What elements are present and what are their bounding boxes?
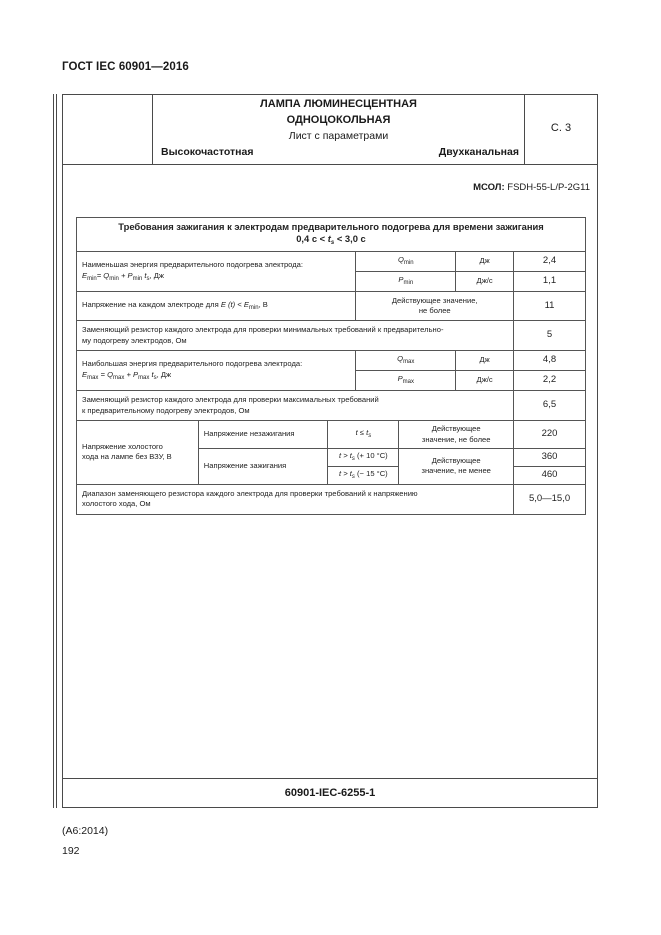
margin-line	[53, 94, 54, 808]
margin-line	[56, 94, 57, 808]
non-ignition-condition: $t \le t_s$	[328, 421, 399, 449]
q-min-value: 2,4	[514, 252, 586, 272]
non-ignition-voltage-label: Напряжение незажигания	[198, 421, 328, 449]
lamp-type-left: Высокочастотная	[161, 146, 254, 158]
q-max-unit: Дж	[456, 351, 514, 371]
max-energy-label: Наибольшая энергия предварительного подогрева электрода: $E_{max} = Q_{max} + P_{max}$ $t_s$, Дж	[77, 351, 356, 391]
amendment-note: (А6:2014)	[62, 825, 109, 837]
ignition-condition-plus10: $t > t_s$ (+ 10 °С)	[328, 449, 399, 467]
p-max-unit: Дж/с	[456, 371, 514, 391]
sheet-code: 60901-IEC-6255-1	[284, 787, 376, 799]
q-min-unit: Дж	[456, 252, 514, 272]
sheet-page-label: С. 3	[550, 122, 572, 134]
min-resistor-label: Заменяющий резистор каждого электрода для проверки минимальных требований к предварительно- му подогреву электродов, Ом	[77, 321, 514, 351]
electrode-voltage-condition: Действующее значение, не более	[356, 292, 514, 321]
ignition-voltage-label: Напряжение зажигания	[198, 449, 328, 485]
ignition-condition-minus15: $t > t_s$ (− 15 °С)	[328, 466, 399, 484]
msol-designation	[473, 182, 590, 193]
electrode-voltage-label: Напряжение на каждом электроде для E $(t) < E_{min}$, В	[77, 292, 356, 321]
p-min-symbol: $P_{min}$	[356, 272, 456, 292]
p-min-value: 1,1	[514, 272, 586, 292]
document-standard-header: ГОСТ IEC 60901—2016	[62, 61, 189, 73]
max-resistor-value: 6,5	[514, 391, 586, 421]
p-max-symbol: $P_{max}$	[356, 371, 456, 391]
p-max-value: 2,2	[514, 371, 586, 391]
lamp-title-line1: ЛАМПА ЛЮМИНЕСЦЕНТНАЯ	[260, 98, 417, 110]
header-left-cell	[62, 94, 153, 164]
msol-label: МСОЛ:	[473, 182, 505, 193]
ignition-limit: Действующее значение, не менее	[399, 449, 514, 485]
min-resistor-value: 5	[514, 321, 586, 351]
min-energy-label: Наименьшая энергия предварительного подогрева электрода: $E_{min}= Q_{min} + P_{min}$ $t_s$, Дж	[77, 252, 356, 292]
ignition-requirements-table	[76, 217, 586, 515]
q-max-value: 4,8	[514, 351, 586, 371]
open-circuit-voltage-label: Напряжение холостого хода на лампе без ВЗУ, В	[77, 421, 199, 485]
p-min-unit: Дж/с	[456, 272, 514, 292]
ignition-value-plus10: 360	[514, 449, 586, 467]
header-divider	[62, 164, 598, 165]
max-resistor-label: Заменяющий резистор каждого электрода для проверки максимальных требований к предварительному подогреву электродов, Ом	[77, 391, 514, 421]
non-ignition-value: 220	[514, 421, 586, 449]
resistor-range-value: 5,0—15,0	[514, 484, 586, 514]
ignition-value-minus15: 460	[514, 466, 586, 484]
table-title: Требования зажигания к электродам предварительного подогрева для времени зажигания 0,4 $с < t_s < 3,0$ с	[77, 218, 586, 252]
msol-value: FSDH-55-L/P-2G11	[507, 182, 590, 193]
resistor-range-label: Диапазон заменяющего резистора каждого электрода для проверки требований к напряжению холостого хода, Ом	[77, 484, 514, 514]
sheet-subtitle: Лист с параметрами	[288, 130, 389, 142]
footer-divider	[62, 778, 598, 779]
lamp-type-right: Двухканальная	[438, 146, 519, 158]
q-max-symbol: $Q_{max}$	[356, 351, 456, 371]
lamp-title-line2: ОДНОЦОКОЛЬНАЯ	[286, 114, 391, 126]
q-min-symbol: $Q_{min}$	[356, 252, 456, 272]
non-ignition-limit: Действующее значение, не более	[399, 421, 514, 449]
electrode-voltage-value: 11	[514, 292, 586, 321]
page-number: 192	[62, 845, 80, 857]
